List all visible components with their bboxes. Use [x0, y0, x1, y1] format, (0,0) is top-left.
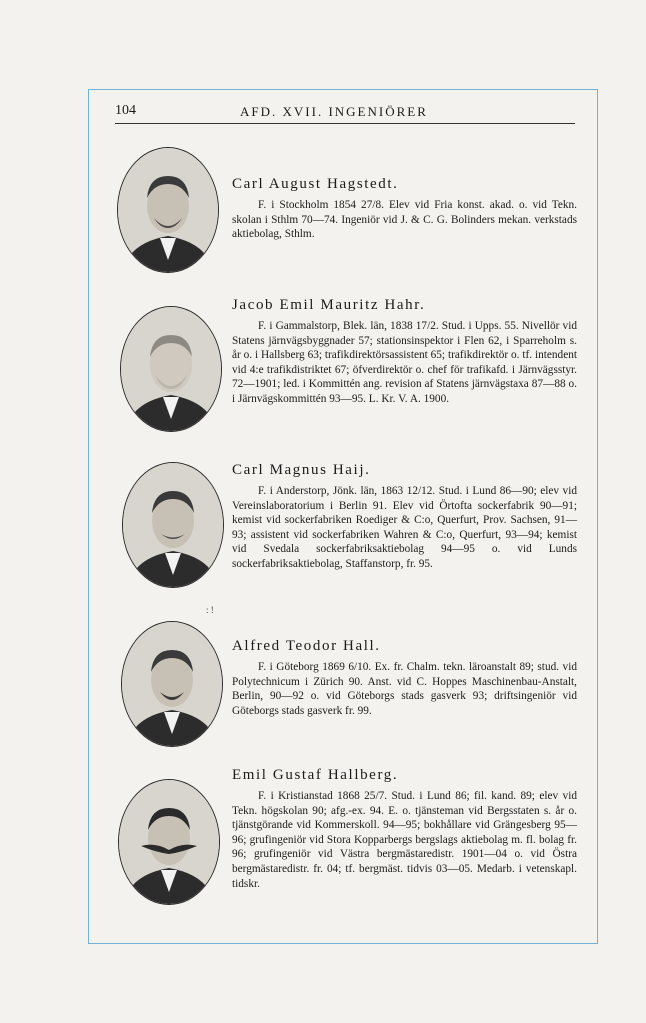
portrait-man-icon [118, 148, 218, 272]
page-number: 104 [115, 103, 136, 118]
portrait-hallberg [118, 779, 220, 905]
entry-hall [232, 638, 577, 718]
entry-name: Carl Magnus Haij. [232, 462, 371, 478]
portrait-man-icon [121, 307, 221, 431]
portrait-man-icon [122, 622, 222, 746]
header-rule [115, 123, 575, 124]
entry-hagstedt [232, 176, 577, 242]
entry-name: Alfred Teodor Hall. [232, 638, 381, 654]
entry-bio: F. i Anderstorp, Jönk. län, 1863 12/12. Stud. i Lund 86—90; elev vid Vereinslaboratorium i Berlin 91. Elev vid Örtofta sockerfabrik 90—91; kemist vid sockerfabriken Roediger & C:o, Querfurt, Prov. Sachsen, 91—93; assistent vid sockerfabriken Wahren & C:o, Querfurt, 93—94; kemist vid Svedala sockerfabriksaktiebolag 94—95 o. vid Lunds sockerfabriksaktiebolag, Staffanstorp, fr. 95. [232, 485, 577, 570]
portrait-hagstedt [117, 147, 219, 273]
entry-hallberg [232, 767, 577, 891]
entry-bio: F. i Stockholm 1854 27/8. Elev vid Fria konst. akad. o. vid Tekn. skolan i Sthlm 70—74. Ingeniör vid J. & C. G. Bolinders mekan. verkstads aktiebolag, Sthlm. [232, 199, 577, 241]
entry-name: Emil Gustaf Hallberg. [232, 767, 399, 783]
stray-mark: : ! [206, 605, 214, 615]
entry-name: Carl August Hagstedt. [232, 176, 399, 192]
entry-hahr [232, 297, 577, 407]
entry-name: Jacob Emil Mauritz Hahr. [232, 297, 426, 313]
section-title: AFD. XVII. INGENIÖRER [240, 104, 428, 119]
portrait-haij [122, 462, 224, 588]
portrait-hall [121, 621, 223, 747]
portrait-hahr [120, 306, 222, 432]
portrait-man-icon [123, 463, 223, 587]
portrait-man-icon [119, 780, 219, 904]
entry-haij [232, 462, 577, 572]
running-header [115, 103, 575, 123]
entry-bio: F. i Kristianstad 1868 25/7. Stud. i Lund 86; fil. kand. 89; elev vid Tekn. högskolan 90; afg.-ex. 94. E. o. tjänsteman vid Bergsstaten s. år o. tjänstgörande vid Kommerskoll. 94—95; bokhållare vid Grängesberg 95—96; grufingeniör vid Stora Kopparbergs bergslags aktiebolag m. fl. bolag fr. 96; grufingeniör vid Västra bergmästaredistr. 1901—04 o. vid Östra bergmästaredistr. fr. 04; tf. bergmäst. tidvis 03—05. Medarb. i vetenskapl. tidskr. [232, 790, 577, 890]
entry-bio: F. i Göteborg 1869 6/10. Ex. fr. Chalm. tekn. läroanstalt 89; stud. vid Polytechnicum i Zürich 90. Anst. vid C. Hoppes Maschinenbau-Anstalt, Berlin, 90—92 o. vid Göteborgs stads gasverk 93; driftsingeniör vid Göteborgs stads gasverk fr. 99. [232, 661, 577, 717]
entry-bio: F. i Gammalstorp, Blek. län, 1838 17/2. Stud. i Upps. 55. Nivellör vid Statens järnvägsbyggnader 57; stationsinspektor i Flen 62, i Sparreholm s. år o. i Hallsberg 63; trafikdirektörsassistent 65; trafikdirektör o. tf. intendent vid 4:e trafikdistriktet 67; öfverdirektör o. chef för trafikafd. i Järnvägsstyr. 72—1901; led. i Kommittén ang. revision af Statens järnvägstaxa 87—88 o. i Järnvägskommittén 93—95. L. Kr. V. A. 1900. [232, 320, 577, 405]
